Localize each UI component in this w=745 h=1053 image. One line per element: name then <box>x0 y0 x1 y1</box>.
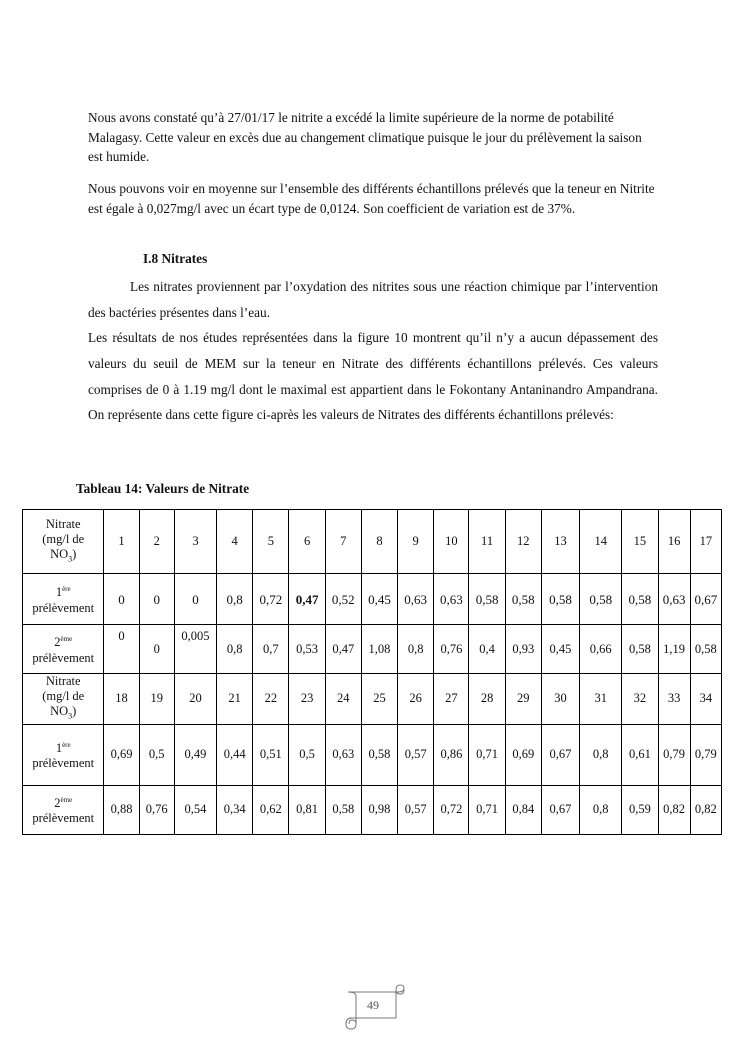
nitrate-value-cell: 0,49 <box>174 724 216 785</box>
sample-number-cell: 6 <box>289 510 325 574</box>
sample-number-cell: 10 <box>434 510 469 574</box>
nitrate-value-cell: 0,57 <box>398 724 434 785</box>
nitrate-value-cell: 0,81 <box>289 785 325 834</box>
nitrate-value-cell: 0,84 <box>505 785 541 834</box>
nitrate-value-cell: 0,63 <box>398 574 434 625</box>
nitrate-value-cell: 0,76 <box>139 785 174 834</box>
nitrate-value-cell: 0,71 <box>469 785 505 834</box>
sample-number-cell: 29 <box>505 674 541 725</box>
nitrate-value-cell: 0,58 <box>622 625 658 674</box>
nitrate-value-cell: 0,58 <box>325 785 361 834</box>
sample-number-cell: 12 <box>505 510 541 574</box>
nitrate-value-cell: 0,79 <box>690 724 721 785</box>
sample-number-cell: 15 <box>622 510 658 574</box>
table-caption: Tableau 14: Valeurs de Nitrate <box>76 481 250 496</box>
nitrate-value-cell: 0,67 <box>541 724 579 785</box>
nitrate-value-cell: 0,57 <box>398 785 434 834</box>
sample-number-cell: 28 <box>469 674 505 725</box>
nitrate-value-cell: 0,59 <box>622 785 658 834</box>
table-row-first-sampling <box>23 574 722 625</box>
nitrate-value-cell: 1,08 <box>361 625 397 674</box>
nitrate-value-cell: 0,63 <box>325 724 361 785</box>
sample-number-cell: 18 <box>104 674 139 725</box>
nitrate-value-cell: 0,58 <box>580 574 622 625</box>
sample-number-cell: 26 <box>398 674 434 725</box>
row-header-first-sampling: 1ère prélèvement <box>23 724 104 785</box>
nitrate-value-cell: 0,45 <box>541 625 579 674</box>
sample-number-cell: 9 <box>398 510 434 574</box>
nitrate-value-cell: 0,58 <box>541 574 579 625</box>
row-header-nitrate: Nitrate (mg/l de $NO_3$) <box>23 674 104 725</box>
paragraph-nitrates-results: Les résultats de nos études représentées dans la figure 10 montrent qu’il n’y a aucun dépassement des valeurs du seuil de MEM sur la teneur en Nitrate des différents échantillons prélevés. Ces valeurs comprises de 0 à 1.19 mg/l dont le maximal est appartient dans le Fokontany Antaninandro Ampandrana. On représente dans cette figure ci-après les valeurs de Nitrates des différents échantillons prélevés: <box>88 330 658 423</box>
nitrate-value-cell: 0 <box>174 574 216 625</box>
nitrate-value-cell: 0,5 <box>139 724 174 785</box>
nitrate-value-cell: 0,79 <box>658 724 690 785</box>
nitrate-value-cell: 0,98 <box>361 785 397 834</box>
sample-number-cell: 32 <box>622 674 658 725</box>
nitrate-value-cell: 0,86 <box>434 724 469 785</box>
nitrate-value-cell: 0,8 <box>217 574 253 625</box>
page-number: 49 <box>367 998 379 1012</box>
paragraph-nitrite-average: Nous pouvons voir en moyenne sur l’ensemble des différents échantillons prélevés que la teneur en Nitrite est égale à 0,027mg/l avec un écart type de 0,0124. Son coefficient de variation est de 37%. <box>88 181 655 216</box>
nitrate-value-cell: 0,69 <box>505 724 541 785</box>
sample-number-cell: 11 <box>469 510 505 574</box>
nitrate-value-cell: 0,72 <box>434 785 469 834</box>
sample-number-cell: 7 <box>325 510 361 574</box>
section-heading-nitrates: I.8 Nitrates <box>143 251 208 266</box>
nitrate-value-cell: 0,62 <box>253 785 289 834</box>
paragraph-nitrite-exceedance: Nous avons constaté qu’à 27/01/17 le nitrite a excédé la limite supérieure de la norme de potabilité Malagasy. Cette valeur en excès due au changement climatique puisque le jour du prélèvement la saison est humide. <box>88 110 642 164</box>
sample-number-cell: 24 <box>325 674 361 725</box>
nitrate-value-cell: 0,72 <box>253 574 289 625</box>
nitrate-value-cell: 0 <box>139 574 174 625</box>
nitrate-value-cell: 0,71 <box>469 724 505 785</box>
sample-number-cell: 19 <box>139 674 174 725</box>
sample-number-cell: 30 <box>541 674 579 725</box>
nitrate-value-cell: 0,61 <box>622 724 658 785</box>
nitrate-value-cell: 0,47 <box>289 574 325 625</box>
nitrate-value-cell: 0,66 <box>580 625 622 674</box>
sample-number-cell: 14 <box>580 510 622 574</box>
table-header-row <box>23 510 722 574</box>
paragraph-nitrates-origin: Les nitrates proviennent par l’oxydation des nitrites sous une réaction chimique par l’intervention des bactéries présentes dans l’eau. <box>88 279 658 320</box>
row-header-second-sampling: 2ème prélèvement <box>23 785 104 834</box>
sample-number-cell: 33 <box>658 674 690 725</box>
nitrate-value-cell: 0,54 <box>174 785 216 834</box>
nitrate-value-cell: 0,34 <box>217 785 253 834</box>
table-row-first-sampling <box>23 724 722 785</box>
sample-number-cell: 2 <box>139 510 174 574</box>
nitrate-value-cell: 0 <box>104 625 139 674</box>
nitrate-value-cell: 0,58 <box>622 574 658 625</box>
nitrate-value-cell: 0,8 <box>580 724 622 785</box>
nitrate-value-cell: 0,53 <box>289 625 325 674</box>
nitrate-value-cell: 0,93 <box>505 625 541 674</box>
nitrate-value-cell: 1,19 <box>658 625 690 674</box>
row-header-nitrate: Nitrate (mg/l de $NO_3$) <box>23 510 104 574</box>
nitrate-value-cell: 0,76 <box>434 625 469 674</box>
nitrate-value-cell: 0,7 <box>253 625 289 674</box>
nitrate-value-cell: 0,4 <box>469 625 505 674</box>
sample-number-cell: 20 <box>174 674 216 725</box>
nitrate-value-cell: 0,58 <box>469 574 505 625</box>
nitrate-value-cell: 0,58 <box>505 574 541 625</box>
nitrate-value-cell: 0,58 <box>361 724 397 785</box>
sample-number-cell: 25 <box>361 674 397 725</box>
sample-number-cell: 13 <box>541 510 579 574</box>
row-header-second-sampling: 2ème prélèvement <box>23 625 104 674</box>
sample-number-cell: 22 <box>253 674 289 725</box>
nitrate-value-cell: 0,5 <box>289 724 325 785</box>
nitrate-value-cell: 0,67 <box>690 574 721 625</box>
nitrate-value-cell: 0,52 <box>325 574 361 625</box>
sample-number-cell: 27 <box>434 674 469 725</box>
sample-number-cell: 31 <box>580 674 622 725</box>
sample-number-cell: 5 <box>253 510 289 574</box>
sample-number-cell: 1 <box>104 510 139 574</box>
sample-number-cell: 23 <box>289 674 325 725</box>
nitrate-value-cell: 0,82 <box>658 785 690 834</box>
table-row-second-sampling <box>23 785 722 834</box>
sample-number-cell: 8 <box>361 510 397 574</box>
sample-number-cell: 21 <box>217 674 253 725</box>
nitrate-value-cell: 0,45 <box>361 574 397 625</box>
nitrate-table <box>22 509 722 835</box>
nitrate-value-cell: 0,47 <box>325 625 361 674</box>
nitrate-value-cell: 0 <box>104 574 139 625</box>
nitrate-value-cell: 0,8 <box>217 625 253 674</box>
nitrate-value-cell: 0,005 <box>174 625 216 674</box>
nitrate-value-cell: 0,63 <box>658 574 690 625</box>
table-row-second-sampling <box>23 625 722 674</box>
table-header-row <box>23 674 722 725</box>
sample-number-cell: 34 <box>690 674 721 725</box>
nitrate-value-cell: 0,88 <box>104 785 139 834</box>
sample-number-cell: 16 <box>658 510 690 574</box>
nitrate-value-cell: 0 <box>139 625 174 674</box>
nitrate-value-cell: 0,8 <box>398 625 434 674</box>
sample-number-cell: 3 <box>174 510 216 574</box>
row-header-first-sampling: 1ère prélèvement <box>23 574 104 625</box>
sample-number-cell: 4 <box>217 510 253 574</box>
nitrate-value-cell: 0,51 <box>253 724 289 785</box>
nitrate-value-cell: 0,69 <box>104 724 139 785</box>
sample-number-cell: 17 <box>690 510 721 574</box>
nitrate-value-cell: 0,8 <box>580 785 622 834</box>
nitrate-value-cell: 0,58 <box>690 625 721 674</box>
nitrate-value-cell: 0,44 <box>217 724 253 785</box>
nitrate-value-cell: 0,67 <box>541 785 579 834</box>
nitrate-value-cell: 0,82 <box>690 785 721 834</box>
nitrate-value-cell: 0,63 <box>434 574 469 625</box>
